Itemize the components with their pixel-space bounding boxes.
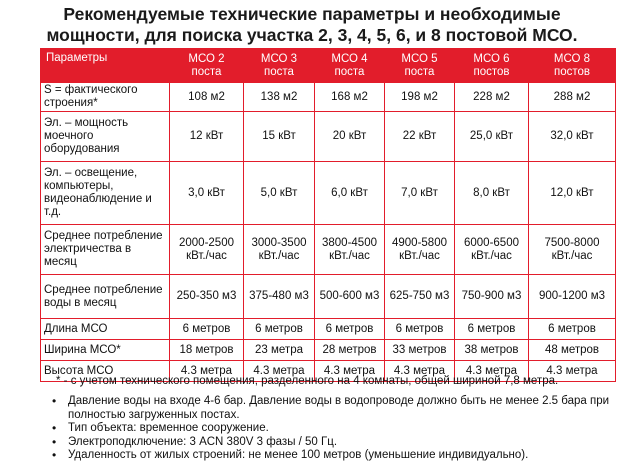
table-cell: 625-750 м3 <box>385 275 455 319</box>
table-cell: 7,0 кВт <box>385 162 455 225</box>
table-cell: 750-900 м3 <box>455 275 529 319</box>
table-cell: 500-600 м3 <box>315 275 385 319</box>
table-cell: 4900-5800 кВт./час <box>385 225 455 275</box>
table-cell: 4.3 метра <box>385 361 455 382</box>
table-cell: 20 кВт <box>315 112 385 162</box>
header-mso-8 <box>529 49 616 83</box>
row-label: Эл. – мощность моечного оборудования <box>41 112 170 162</box>
header-mso-6 <box>455 49 529 83</box>
header-line: постов <box>553 65 591 78</box>
header-parameters: Параметры <box>41 49 170 83</box>
table-cell: 6,0 кВт <box>315 162 385 225</box>
header-mso-5 <box>385 49 455 83</box>
table-cell: 32,0 кВт <box>529 112 616 162</box>
header-mso-3 <box>244 49 315 83</box>
list-item: • Удаленность от жилых строений: не менее 100 метров (уменьшение индивидуально). <box>50 449 610 463</box>
table-cell: 108 м2 <box>170 83 244 112</box>
table-row-width <box>41 340 616 361</box>
table-cell: 250-350 м3 <box>170 275 244 319</box>
header-line: МСО 5 <box>401 52 438 65</box>
table-header-row <box>41 49 616 83</box>
table-cell: 4.3 метра <box>529 361 616 382</box>
header-line: МСО 4 <box>331 52 368 65</box>
table-row-lighting-power <box>41 162 616 225</box>
table-cell: 900-1200 м3 <box>529 275 616 319</box>
row-label: Среднее потребление воды в месяц <box>41 275 170 319</box>
header-line: постов <box>473 65 510 78</box>
title-line-1: Рекомендуемые технические параметры и необходимые <box>63 4 561 24</box>
table-cell: 138 м2 <box>244 83 315 112</box>
table-cell: 25,0 кВт <box>455 112 529 162</box>
row-label: S = фактического строения* <box>41 83 170 112</box>
list-item: • Тип объекта: временное сооружение. <box>50 422 610 436</box>
table-cell: 4.3 метра <box>315 361 385 382</box>
table-cell: 8,0 кВт <box>455 162 529 225</box>
table-cell: 2000-2500 кВт./час <box>170 225 244 275</box>
table-cell: 198 м2 <box>385 83 455 112</box>
requirements-list <box>50 395 610 463</box>
table-cell: 5,0 кВт <box>244 162 315 225</box>
header-mso-2 <box>170 49 244 83</box>
header-line: поста <box>264 65 294 78</box>
title-line-2: мощности, для поиска участка 2, 3, 4, 5, 6, и 8 постовой МСО. <box>46 25 578 45</box>
header-line: МСО 6 <box>473 52 510 65</box>
row-label: Ширина МСО* <box>41 340 170 361</box>
table-row-water-consumption <box>41 275 616 319</box>
table-cell: 3000-3500 кВт./час <box>244 225 315 275</box>
row-label: Эл. – освещение, компьютеры, видеонаблюдение и т.д. <box>41 162 170 225</box>
table-row-equipment-power <box>41 112 616 162</box>
header-line: поста <box>404 65 435 78</box>
table-cell: 18 метров <box>170 340 244 361</box>
table-cell: 6 метров <box>455 319 529 340</box>
table-row-electricity-consumption <box>41 225 616 275</box>
table-cell: 6 метров <box>529 319 616 340</box>
table-cell: 6 метров <box>170 319 244 340</box>
list-item: • Электроподключение: 3 ACN 380V 3 фазы / 50 Гц. <box>50 436 610 450</box>
table-cell: 168 м2 <box>315 83 385 112</box>
page-title <box>0 4 624 46</box>
header-line: поста <box>334 65 365 78</box>
table-cell: 23 метра <box>244 340 315 361</box>
table-cell: 22 кВт <box>385 112 455 162</box>
table-cell: 33 метров <box>385 340 455 361</box>
table-cell: 4.3 метра <box>455 361 529 382</box>
header-line: МСО 2 <box>188 52 225 65</box>
header-line: поста <box>191 65 222 78</box>
parameters-table <box>40 48 616 382</box>
table-cell: 228 м2 <box>455 83 529 112</box>
table-cell: 28 метров <box>315 340 385 361</box>
table-cell: 12 кВт <box>170 112 244 162</box>
row-label: Длина МСО <box>41 319 170 340</box>
row-label: Высота МСО <box>41 361 170 382</box>
table-row-area <box>41 83 616 112</box>
table-cell: 3800-4500 кВт./час <box>315 225 385 275</box>
table-cell: 48 метров <box>529 340 616 361</box>
table-cell: 38 метров <box>455 340 529 361</box>
table-cell: 3,0 кВт <box>170 162 244 225</box>
table-cell: 375-480 м3 <box>244 275 315 319</box>
header-mso-4 <box>315 49 385 83</box>
table-cell: 6 метров <box>385 319 455 340</box>
header-line: МСО 8 <box>553 52 591 65</box>
table-cell: 6 метров <box>315 319 385 340</box>
table-cell: 12,0 кВт <box>529 162 616 225</box>
table-row-length <box>41 319 616 340</box>
footnote: * - с учетом технического помещения, разделенного на 4 комнаты, общей шириной 7,8 метра. <box>56 375 559 387</box>
list-item: • Давление воды на входе 4-6 бар. Давление воды в водопроводе должно быть не менее 2.5 бара при полностью загруженных постах. <box>50 395 610 422</box>
table-cell: 7500-8000 кВт./час <box>529 225 616 275</box>
table-cell: 4.3 метра <box>170 361 244 382</box>
table-cell: 6000-6500 кВт./час <box>455 225 529 275</box>
table-cell: 15 кВт <box>244 112 315 162</box>
row-label: Среднее потребление электричества в месяц <box>41 225 170 275</box>
table-cell: 6 метров <box>244 319 315 340</box>
table-cell: 4.3 метра <box>244 361 315 382</box>
header-line: МСО 3 <box>260 52 298 65</box>
table-cell: 288 м2 <box>529 83 616 112</box>
